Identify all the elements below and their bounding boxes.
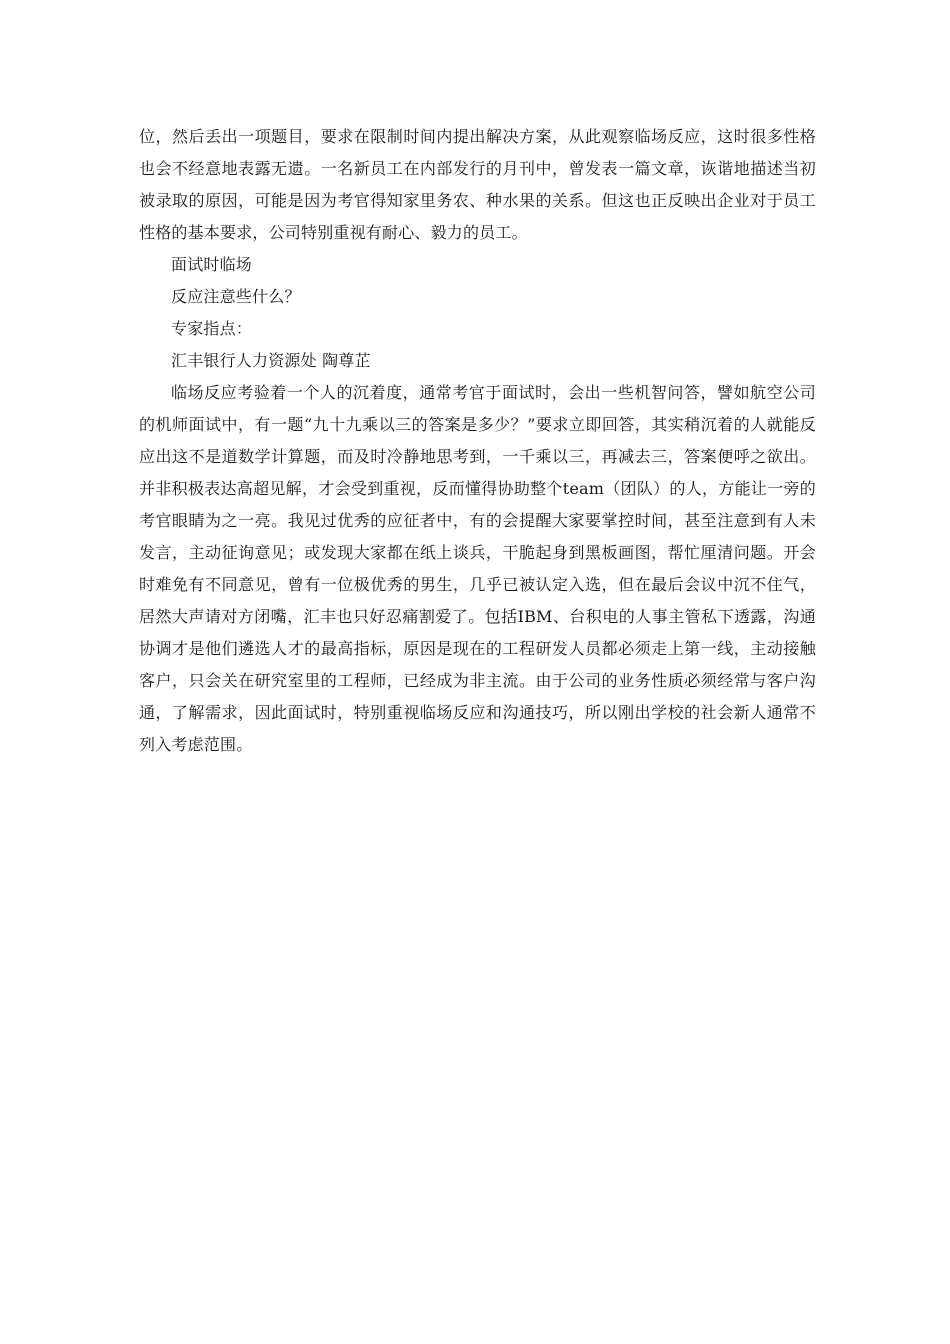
paragraph-body: 临场反应考验着一个人的沉着度，通常考官于面试时，会出一些机智问答，譬如航空公司的机师面试中，有一题“九十九乘以三的答案是多少？”要求立即回答，其实稍沉着的人就能反应出这不是道数学计算题，而及时冷静地思考到，一千乘以三，再减去三，答案便呼之欲出。并非积极表达高超见解，才会受到重视，反而懂得协助整个team（团队）的人，方能让一旁的考官眼睛为之一亮。我见过优秀的应征者中，有的会提醒大家要掌控时间，甚至注意到有人未发言，主动征询意见；或发现大家都在纸上谈兵，干脆起身到黑板画图，帮忙厘清问题。开会时难免有不同意见，曾有一位极优秀的男生，几乎已被认定入选，但在最后会议中沉不住气，居然大声请对方闭嘴，汇丰也只好忍痛割爱了。包括IBM、台积电的人事主管私下透露，沟通协调才是他们遴选人才的最高指标，原因是现在的工程研发人员都必须走上第一线，主动接触客户，只会关在研究室里的工程师，已经成为非主流。由于公司的业务性质必须经常与客户沟通，了解需求，因此面试时，特别重视临场反应和沟通技巧，所以刚出学校的社会新人通常不列入考虑范围。 — [139, 383, 816, 754]
body-text — [139, 121, 816, 761]
section-heading-line-2: 反应注意些什么？ — [171, 287, 301, 306]
expert-attribution: 汇丰银行人力资源处 陶尊芷 — [171, 351, 371, 370]
expert-label: 专家指点： — [171, 319, 253, 338]
section-heading-line-1: 面试时临场 — [171, 255, 253, 274]
paragraph-continuation: 位，然后丢出一项题目，要求在限制时间内提出解决方案，从此观察临场反应，这时很多性格也会不经意地表露无遗。一名新员工在内部发行的月刊中，曾发表一篇文章，诙谐地描述当初被录取的原因，可能是因为考官得知家里务农、种水果的关系。但这也正反映出企业对于员工性格的基本要求，公司特别重视有耐心、毅力的员工。 — [139, 127, 816, 242]
